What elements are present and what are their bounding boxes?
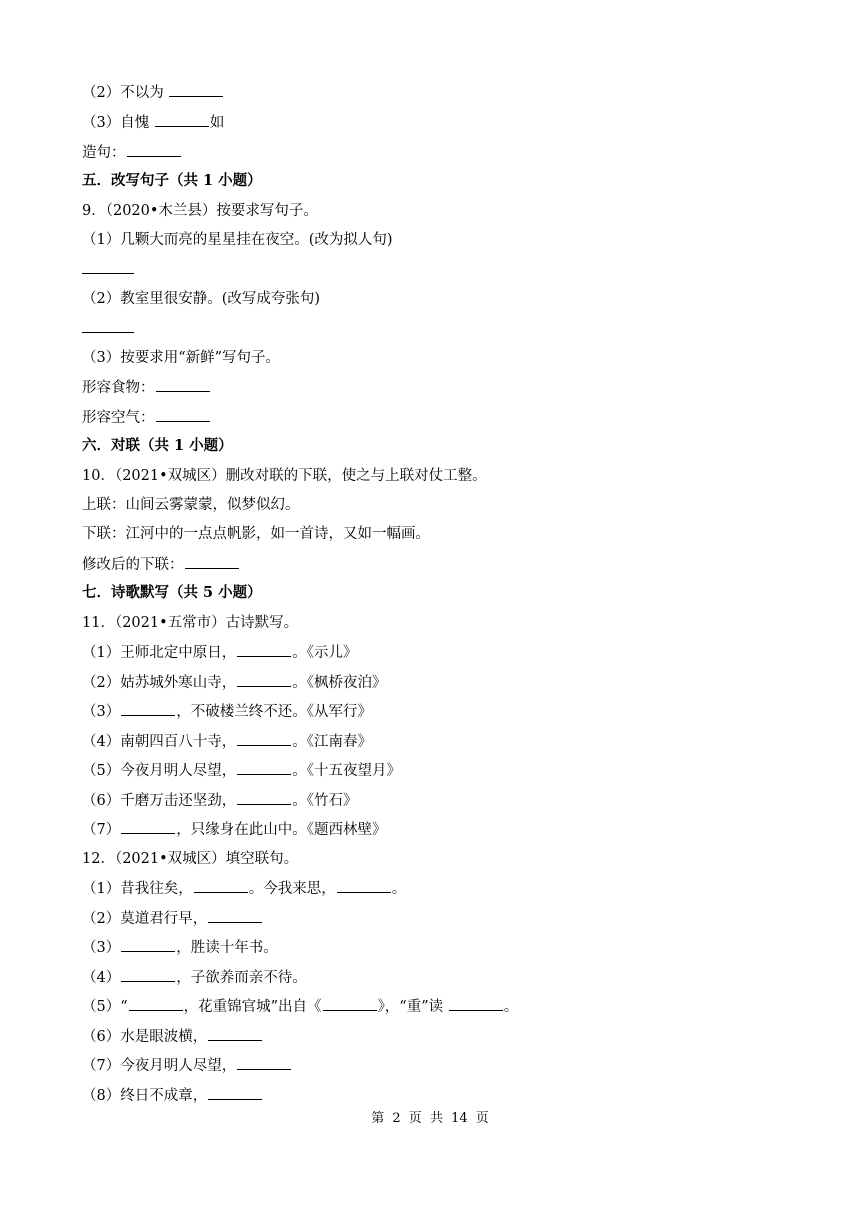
line-text: （2）不以为 [82,85,169,101]
line-text: 。《江南春》 [292,734,372,750]
line-text: 。《十五夜望月》 [292,763,401,779]
document-line [82,407,211,428]
line-text: ，不破楼兰终不还。《从军行》 [176,704,372,720]
document-line [82,1055,292,1076]
document-line [82,731,372,752]
answer-blank[interactable] [208,1085,262,1100]
answer-blank[interactable] [237,760,291,775]
line-text: 》，“重”读 [377,999,448,1015]
document-line [82,672,386,693]
document-line [82,849,298,869]
line-text: （1）昔我往矣， [82,881,193,897]
answer-blank[interactable] [129,996,183,1011]
document-line [82,230,393,250]
line-text: （3）按要求用“新鲜”写句子。 [82,350,281,366]
page-footer [0,1110,860,1128]
document-line [82,348,280,368]
line-text: （8）终日不成章， [82,1088,208,1104]
answer-blank[interactable] [237,1055,291,1070]
line-text: （4） [82,970,121,986]
line-text: 9．（2020•木兰县）按要求写句子。 [82,203,318,219]
document-line [82,819,386,840]
line-text: （6）水是眼波横， [82,1029,208,1045]
footer-label-ye2: 页 [475,1111,489,1126]
document-line [82,524,430,544]
line-text: 造句： [82,145,126,161]
line-text: （1）几颗大而亮的星星挂在夜空。(改为拟人句) [82,232,393,248]
line-text: 。 [391,881,407,897]
answer-blank[interactable] [121,937,175,952]
footer-page-number: 2 [392,1111,401,1126]
line-text: （5）今夜月明人尽望， [82,763,237,779]
line-text: 。《竹石》 [292,793,358,809]
document-line [82,701,372,722]
line-text: ，子欲养而亲不待。 [176,970,307,986]
line-text: 11．（2021•五常市）古诗默写。 [82,615,299,631]
document-line [82,908,263,929]
answer-blank[interactable] [185,554,239,569]
line-text: （1）王师北定中原日， [82,645,237,661]
line-text: ，只缘身在此山中。《题西林壁》 [176,822,387,838]
answer-blank[interactable] [208,908,262,923]
section-heading [82,583,262,603]
line-text: 五．改写句子（共 1 小题） [82,172,262,189]
answer-blank[interactable] [169,82,223,97]
line-text: （7） [82,822,121,838]
line-text: 上联：山间云雾蒙蒙，似梦似幻。 [82,497,300,513]
line-text: 下联：江河中的一点点帆影，如一首诗，又如一幅画。 [82,526,430,542]
line-text: 修改后的下联： [82,557,184,573]
line-text: （2）莫道君行早， [82,911,208,927]
answer-blank[interactable] [208,1026,262,1041]
section-heading [82,436,233,456]
answer-blank[interactable] [449,996,503,1011]
line-text: （3） [82,704,121,720]
document-line [82,466,487,486]
line-text: 形容食物： [82,380,155,396]
document-line [82,142,182,163]
document-line [82,613,298,633]
document-line [82,1085,263,1106]
line-text: 六．对联（共 1 小题） [82,437,233,454]
answer-blank[interactable] [121,701,175,716]
line-text: （2）姑苏城外寒山寺， [82,675,237,691]
answer-blank[interactable] [121,967,175,982]
line-text: （5）“ [82,999,128,1015]
answer-blank[interactable] [82,259,134,274]
line-text: （6）千磨万击还坚劲， [82,793,237,809]
document-line [82,554,240,575]
footer-label-gong: 共 [429,1111,443,1126]
footer-label-di: 第 [371,1111,385,1126]
line-text: 形容空气： [82,410,155,426]
line-text: 10．（2021•双城区）删改对联的下联，使之与上联对仗工整。 [82,468,487,484]
line-text: ，胜读十年书。 [176,940,278,956]
document-line [82,289,320,309]
line-text: 。今我来思， [248,881,336,897]
document-line [82,937,278,958]
section-heading [82,171,262,191]
document-line [82,112,224,133]
document-line [82,318,134,339]
answer-blank[interactable] [237,672,291,687]
answer-blank[interactable] [121,819,175,834]
document-line [82,259,134,280]
document-line [82,495,300,515]
answer-blank[interactable] [237,790,291,805]
line-text: 。《枫桥夜泊》 [292,675,387,691]
line-text: 。《示儿》 [292,645,358,661]
line-text: 12．（2021•双城区）填空联句。 [82,851,299,867]
answer-blank[interactable] [155,112,209,127]
answer-blank[interactable] [337,878,391,893]
answer-blank[interactable] [237,731,291,746]
line-text: （7）今夜月明人尽望， [82,1058,237,1074]
document-line [82,82,224,103]
document-line [82,377,211,398]
document-line [82,201,318,221]
document-line [82,996,518,1017]
answer-blank[interactable] [82,318,134,333]
answer-blank[interactable] [156,377,210,392]
document-line [82,790,357,811]
document-line [82,878,406,899]
line-text: （3） [82,940,121,956]
document-line [82,1026,263,1047]
line-text: ，花重锦官城”出自《 [183,999,322,1015]
answer-blank[interactable] [323,996,377,1011]
footer-label-ye: 页 [408,1111,422,1126]
line-text: 如 [209,115,225,131]
answer-blank[interactable] [156,407,210,422]
answer-blank[interactable] [194,878,248,893]
footer-total-pages: 14 [451,1111,468,1126]
document-line [82,642,357,663]
line-text: （2）教室里很安静。(改写成夸张句) [82,291,321,307]
line-text: （4）南朝四百八十寺， [82,734,237,750]
line-text: 。 [503,999,519,1015]
document-line [82,760,401,781]
document-line [82,967,307,988]
line-text: （3）自愧 [82,115,154,131]
answer-blank[interactable] [127,142,181,157]
answer-blank[interactable] [237,642,291,657]
line-text: 七．诗歌默写（共 5 小题） [82,584,262,601]
